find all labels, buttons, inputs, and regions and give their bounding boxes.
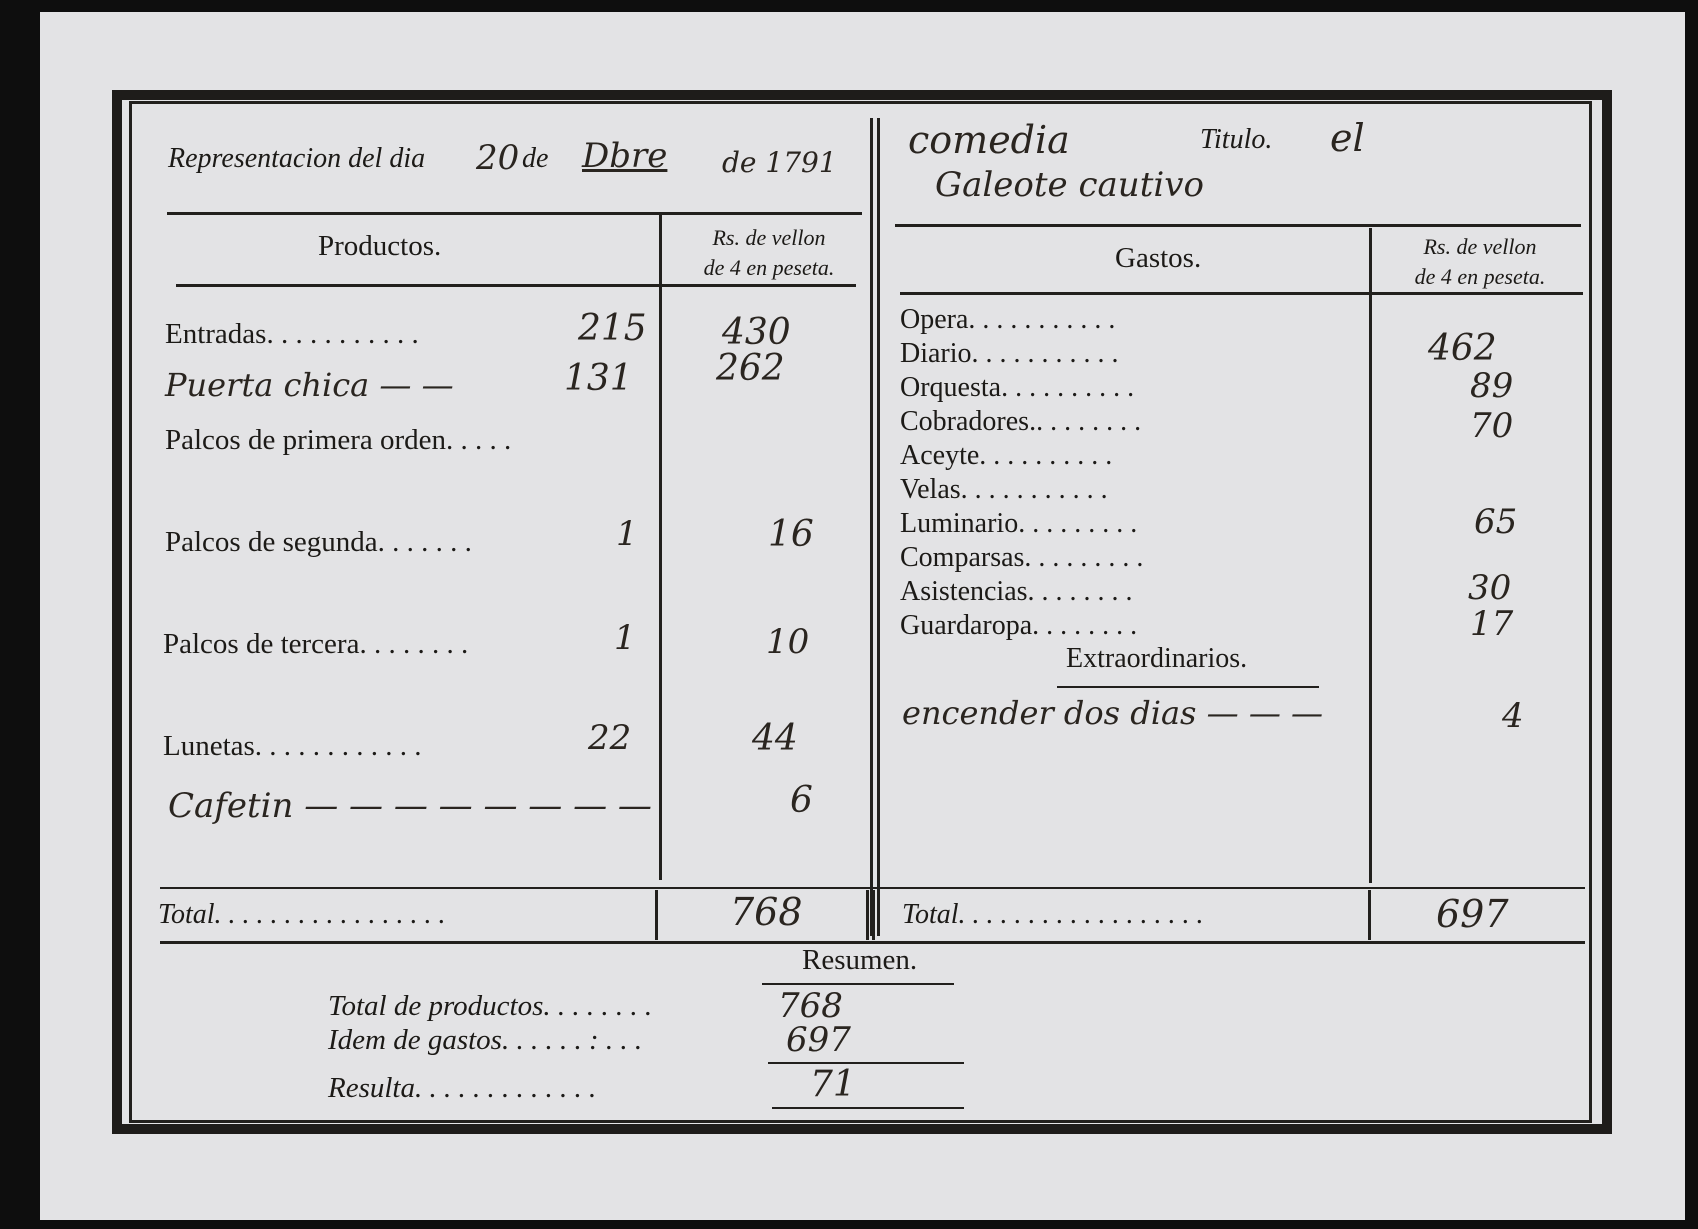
gastos-row-amount: 65: [1474, 502, 1518, 542]
productos-row-amount: 44: [752, 718, 798, 759]
productos-row-amount: 430: [722, 312, 791, 353]
productos-row-label: Puerta chica — —: [165, 366, 454, 404]
gastos-amount-divider: [1369, 228, 1372, 883]
fecha-label: Representacion del dia: [168, 143, 426, 174]
productos-row-count: 1: [616, 514, 638, 554]
total-divider: [872, 890, 875, 940]
rule-total-top: [160, 887, 1585, 889]
productos-total-value: 768: [730, 890, 803, 934]
gastos-row-amount: 462: [1428, 328, 1497, 369]
gastos-row-label: Cobradores.. . . . . . . .: [900, 406, 1142, 437]
productos-total-label: Total. . . . . . . . . . . . . . . . .: [158, 899, 446, 930]
productos-row-label: Palcos de tercera. . . . . . . .: [163, 628, 469, 660]
gastos-total-label: Total. . . . . . . . . . . . . . . . . .: [902, 899, 1204, 930]
productos-rs-header-line-1: Rs. de vellon: [712, 225, 826, 250]
productos-row-label: Lunetas. . . . . . . . . . . .: [163, 730, 422, 762]
resumen-resulta-label: Resulta. . . . . . . . . . . . .: [328, 1072, 597, 1104]
gastos-row-amount: 70: [1470, 406, 1514, 446]
resumen-gastos-value: 697: [786, 1020, 851, 1060]
productos-row-count: 1: [614, 618, 636, 658]
gastos-header: Gastos.: [1115, 242, 1202, 274]
resumen-gastos-label: Idem de gastos. . . . . . : . . .: [328, 1024, 643, 1056]
gastos-row-label: Diario. . . . . . . . . . .: [900, 338, 1119, 369]
total-divider: [866, 890, 869, 940]
center-divider-left: [870, 118, 873, 936]
rule-resulta-top: [768, 1062, 964, 1064]
gastos-rs-header-line-2: de 4 en peseta.: [1414, 264, 1546, 289]
total-divider: [1368, 890, 1371, 940]
rule-extraordinarios: [1057, 686, 1319, 688]
gastos-row-label: Orquesta. . . . . . . . . .: [900, 372, 1135, 403]
rule-resumen: [762, 983, 954, 985]
rule-gastos-top: [895, 224, 1581, 227]
productos-row-amount: 262: [716, 348, 785, 389]
gastos-row-label: Asistencias. . . . . . . .: [900, 576, 1133, 607]
productos-row-label: Palcos de segunda. . . . . . .: [165, 526, 472, 558]
resumen-resulta-value: 71: [810, 1064, 856, 1105]
fecha-anio: de 1791: [722, 146, 837, 179]
gastos-row-label: Aceyte. . . . . . . . . .: [900, 440, 1113, 471]
productos-row-amount: 10: [766, 622, 810, 662]
extraordinarios-value: 4: [1502, 696, 1524, 736]
titulo-line-2: Galeote cautivo: [935, 165, 1204, 205]
gastos-rs-header: [1385, 232, 1575, 292]
productos-rs-header: [676, 223, 862, 283]
resumen-productos-label: Total de productos. . . . . . . .: [328, 990, 653, 1022]
productos-row-amount: 16: [768, 514, 814, 555]
productos-row-label: Cafetin — — — — — — — —: [168, 786, 652, 826]
productos-row-count: 131: [564, 358, 633, 399]
fecha-de: de: [522, 143, 549, 174]
gastos-row-label: Comparsas. . . . . . . . .: [900, 542, 1144, 573]
productos-amount-divider: [659, 215, 662, 880]
productos-rs-header-line-2: de 4 en peseta.: [703, 255, 835, 280]
rule-gastos-header-bottom: [900, 292, 1583, 295]
gastos-row-label: Opera. . . . . . . . . . .: [900, 304, 1116, 335]
gastos-row-amount: 89: [1470, 366, 1514, 406]
gastos-rs-header-line-1: Rs. de vellon: [1423, 234, 1537, 259]
gastos-row-amount: 30: [1468, 568, 1512, 608]
resumen-productos-value: 768: [778, 986, 843, 1026]
productos-row-count: 22: [588, 718, 632, 758]
productos-header: Productos.: [318, 230, 442, 262]
extraordinarios-header: Extraordinarios.: [1066, 643, 1248, 674]
total-divider: [655, 890, 658, 940]
gastos-total-value: 697: [1436, 892, 1509, 936]
titulo-label: Titulo.: [1200, 124, 1273, 155]
fecha-dia: 20: [476, 138, 520, 178]
rule-resulta-bottom: [772, 1107, 964, 1109]
rule-productos-header-bottom: [176, 284, 856, 287]
titulo-line-1: el: [1330, 116, 1365, 160]
extraordinarios-label: encender dos dias — — —: [902, 694, 1323, 732]
gastos-row-label: Luminario. . . . . . . . .: [900, 508, 1138, 539]
productos-row-count: 215: [578, 308, 647, 349]
center-divider-right: [877, 118, 880, 936]
gastos-row-label: Velas. . . . . . . . . . .: [900, 474, 1108, 505]
productos-row-amount: 6: [790, 780, 813, 821]
gastos-row-label: Guardaropa. . . . . . . .: [900, 610, 1138, 641]
gastos-row-amount: 17: [1470, 604, 1514, 644]
resumen-header: Resumen.: [802, 944, 918, 976]
fecha-mes: Dbre: [582, 136, 668, 176]
productos-row-label: Palcos de primera orden. . . . .: [165, 424, 512, 456]
productos-row-label: Entradas. . . . . . . . . . .: [165, 318, 419, 350]
comedia-label: comedia: [908, 118, 1070, 162]
rule-productos-top: [167, 212, 862, 215]
